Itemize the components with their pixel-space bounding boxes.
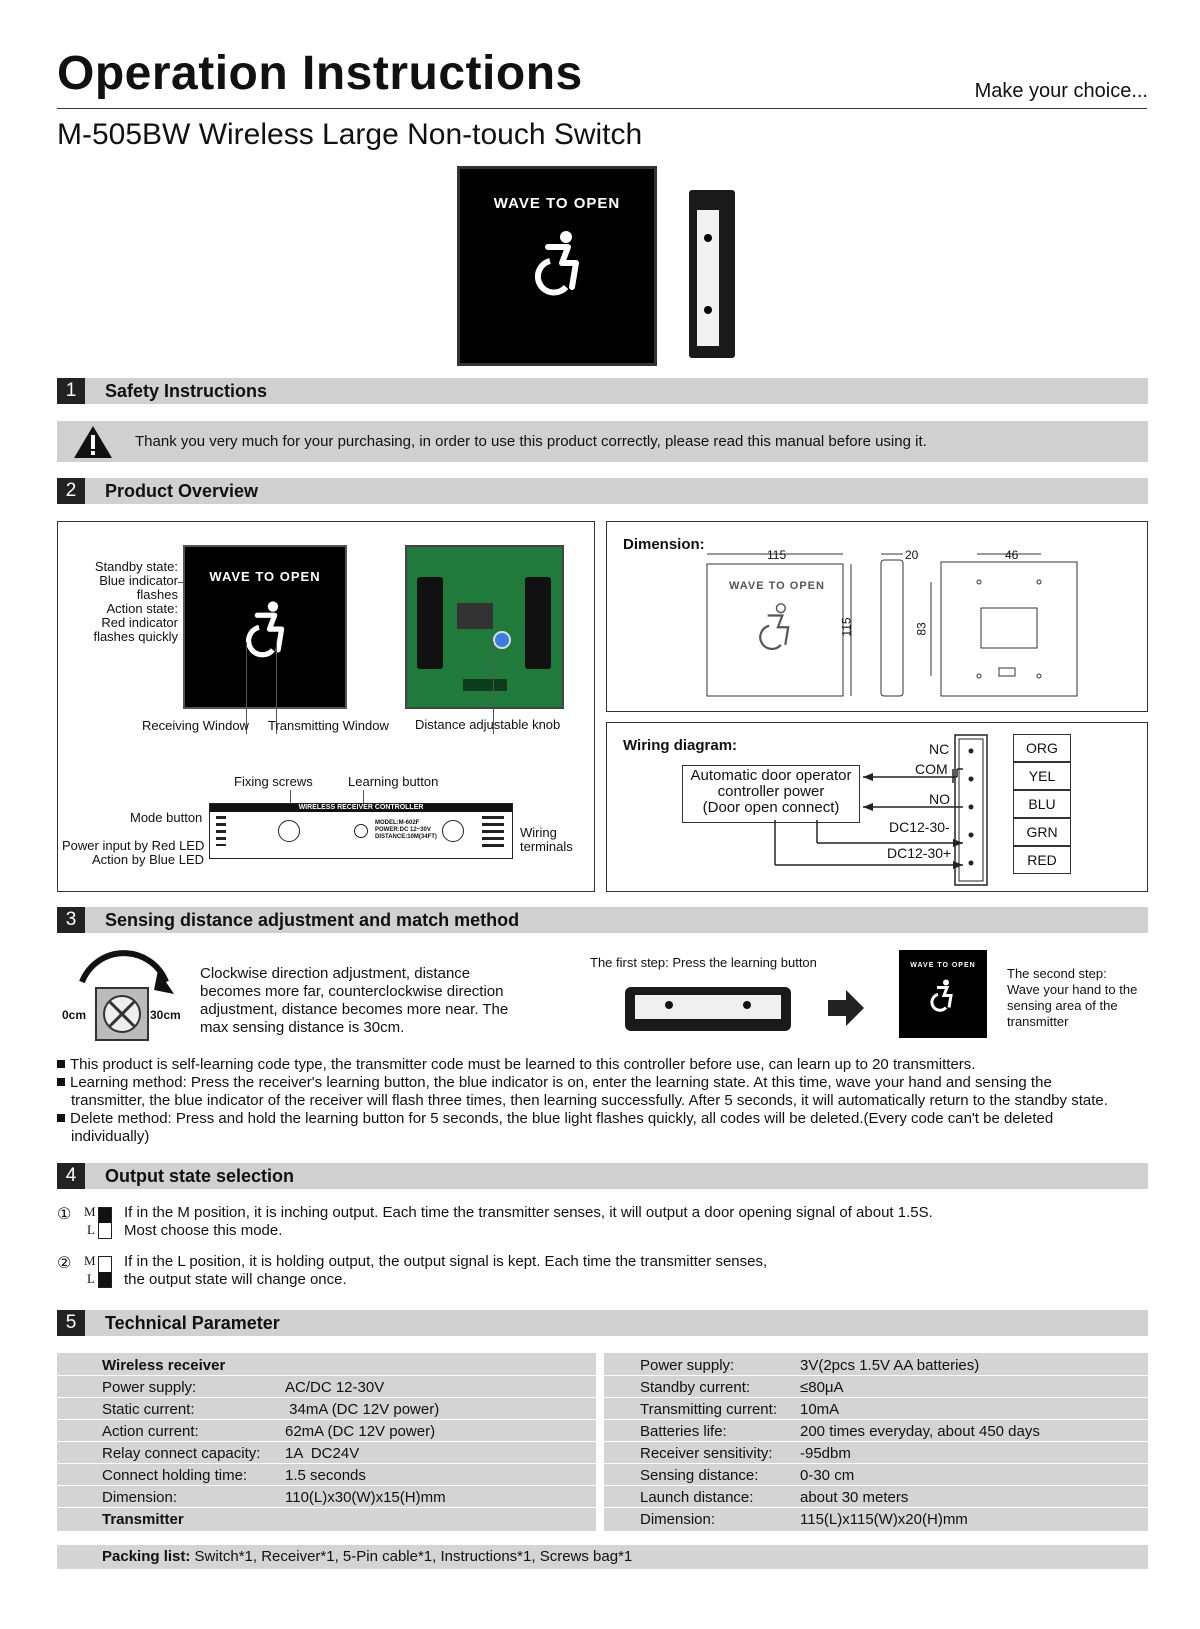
wiring-terminals-label	[520, 826, 573, 854]
step-wave-text: WAVE TO OPEN	[910, 962, 976, 969]
accessibility-icon	[528, 229, 588, 299]
description-line: becomes more far, counterclockwise direction	[200, 983, 504, 1000]
param-label: Standby current:	[640, 1379, 751, 1396]
safety-note-bar	[57, 421, 1148, 462]
output-line: If in the L position, it is holding output, the output signal is kept. Each time the transmitter senses,	[124, 1253, 768, 1270]
page-title: Operation Instructions	[57, 47, 583, 100]
second-step-line: sensing area of the	[1007, 998, 1118, 1013]
switch-front-image	[183, 545, 347, 709]
section-number: 1	[57, 378, 85, 404]
transmitting-window-label: Transmitting Window	[268, 718, 389, 733]
model-line: MODEL:M-602F	[375, 820, 420, 826]
bullet-text: Delete method: Press and hold the learning button for 5 seconds, the blue light flashes quickly, all codes will be deleted.(Every code can't be deleted	[70, 1110, 1054, 1127]
wire-color: YEL	[1013, 762, 1071, 790]
bullet-text: This product is self-learning code type, the transmitter code must be learned to this controller before use, can learn up to 20 transmitters.	[70, 1056, 976, 1073]
bullet-text: Learning method: Press the receiver's learning button, the blue indicator is on, enter the learning state. At this time, wave your hand and sensing the	[70, 1074, 1052, 1091]
state-line: flashes quickly	[93, 629, 178, 644]
terminal-label: NO	[929, 791, 950, 807]
param-value: 34mA (DC 12V power)	[285, 1401, 440, 1418]
dim-height-label: 115	[839, 617, 854, 637]
param-row	[57, 1421, 596, 1443]
section-bar-4	[57, 1163, 1148, 1189]
wire-color: GRN	[1013, 818, 1071, 846]
description-line: adjustment, distance becomes more near. The	[200, 1001, 509, 1018]
dim-width-label: 115	[767, 548, 787, 562]
param-label: Static current:	[102, 1401, 195, 1418]
param-label: Power supply:	[102, 1379, 197, 1396]
knob-rotation-icon	[70, 946, 180, 1046]
switch-m-label: M	[84, 1253, 96, 1268]
dimension-drawing	[607, 522, 1147, 711]
bullet-item	[57, 1056, 1147, 1074]
param-label: Batteries life:	[640, 1423, 727, 1440]
description-line: Clockwise direction adjustment, distance	[200, 965, 471, 982]
second-step-line: The second step:	[1007, 966, 1107, 981]
param-label: Power supply:	[640, 1357, 735, 1374]
action-led-label: Action by Blue LED	[92, 852, 205, 867]
state-line: Blue indicator	[99, 573, 178, 588]
output-description	[124, 1204, 933, 1240]
accessibility-icon	[240, 599, 292, 661]
model-line: POWER:DC 12~30V	[375, 827, 431, 833]
param-row	[57, 1465, 596, 1487]
section-title: Technical Parameter	[105, 1313, 280, 1333]
arrow-right-icon	[828, 990, 864, 1026]
param-row	[57, 1377, 596, 1399]
mode-button-label: Mode button	[130, 810, 203, 825]
param-value: -95dbm	[800, 1445, 851, 1462]
param-value: about 30 meters	[800, 1489, 909, 1506]
section-title: Sensing distance adjustment and match method	[105, 910, 520, 930]
output-marker: ②	[57, 1255, 72, 1272]
safety-note-text: Thank you very much for your purchasing, in order to use this product correctly, please read this manual before using it.	[135, 433, 927, 450]
wiring-terminals-line: terminals	[520, 839, 573, 854]
output-line: Most choose this mode.	[124, 1222, 283, 1239]
hero-wave-text: WAVE TO OPEN	[493, 195, 621, 212]
output-line: If in the M position, it is inching output. Each time the transmitter senses, it will output a door opening signal of about 1.5S.	[124, 1204, 933, 1221]
scale-max-label: 30cm	[150, 1008, 181, 1022]
second-step-label	[1007, 966, 1137, 1030]
wiring-terminals-line: Wiring	[520, 825, 557, 840]
description-line: max sensing distance is 30cm.	[200, 1019, 405, 1036]
param-row	[57, 1443, 596, 1465]
param-value: 1.5 seconds	[285, 1467, 366, 1484]
state-line: Action state:	[106, 601, 178, 616]
sensing-description	[200, 965, 508, 1037]
wire-color: ORG	[1013, 734, 1071, 762]
output-marker: ①	[57, 1206, 72, 1223]
section-number: 4	[57, 1163, 85, 1189]
section-bar-1	[57, 378, 1148, 404]
section-title: Safety Instructions	[105, 381, 268, 401]
section-bar-3	[57, 907, 1148, 933]
param-value: 1A DC24V	[285, 1445, 360, 1462]
receiver-model-text	[375, 820, 437, 841]
section-number: 5	[57, 1310, 85, 1336]
bullet-item	[57, 1074, 1147, 1109]
param-row	[604, 1487, 1148, 1509]
section-title: Output state selection	[105, 1166, 295, 1186]
dim-hole-h-label: 46	[1005, 548, 1019, 562]
terminal-label: COM	[915, 761, 948, 777]
bullet-text: individually)	[71, 1127, 150, 1145]
switch-l-label: L	[87, 1271, 95, 1286]
output-description	[124, 1253, 767, 1289]
state-line: flashes	[136, 587, 178, 602]
param-row	[57, 1355, 596, 1377]
param-label: Dimension:	[640, 1511, 716, 1528]
distance-knob-label: Distance adjustable knob	[415, 717, 561, 732]
param-value: AC/DC 12-30V	[285, 1379, 385, 1396]
dimension-box	[606, 521, 1148, 712]
packing-text: Switch*1, Receiver*1, 5-Pin cable*1, Instructions*1, Screws bag*1	[190, 1548, 633, 1565]
param-value: ≤80μA	[800, 1379, 844, 1396]
wire-color: BLU	[1013, 790, 1071, 818]
param-row	[604, 1443, 1148, 1465]
state-line: Standby state:	[94, 559, 178, 574]
param-label: Transmitter	[102, 1511, 184, 1528]
panel-wave-text: WAVE TO OPEN	[209, 569, 321, 584]
state-line: Red indicator	[101, 615, 178, 630]
state-description	[68, 560, 178, 644]
accessibility-outline-icon	[753, 602, 797, 654]
param-label: Dimension:	[102, 1489, 178, 1506]
receiver-header: WIRELESS RECEIVER CONTROLLER	[210, 804, 512, 812]
dim-depth-label: 20	[905, 548, 919, 562]
first-step-label: The first step: Press the learning button	[590, 955, 817, 970]
dim-hole-v-label: 83	[914, 622, 929, 636]
fixing-screws-label: Fixing screws	[234, 774, 313, 789]
operator-line: controller power	[717, 783, 825, 800]
warning-icon	[73, 425, 113, 459]
title-divider	[57, 108, 1147, 109]
section-bar-2	[57, 478, 1148, 504]
power-input-label: Power input by Red LED	[62, 838, 205, 853]
param-value: 0-30 cm	[800, 1467, 855, 1484]
product-subtitle: M-505BW Wireless Large Non-touch Switch	[57, 118, 643, 151]
receiver-step-image	[625, 987, 791, 1031]
output-line: the output state will change once.	[124, 1271, 347, 1288]
hero-switch-image	[457, 166, 657, 366]
param-label: Relay connect capacity:	[102, 1445, 261, 1462]
wire-color: RED	[1013, 846, 1071, 874]
param-label: Action current:	[102, 1423, 199, 1440]
param-value: 10mA	[800, 1401, 840, 1418]
packing-label: Packing list:	[102, 1548, 191, 1565]
param-label: Sensing distance:	[640, 1467, 759, 1484]
accessibility-icon	[927, 978, 957, 1014]
terminal-label: NC	[929, 741, 950, 757]
param-row	[604, 1377, 1148, 1399]
section-number: 3	[57, 907, 85, 933]
param-row	[604, 1465, 1148, 1487]
circuit-board-image	[405, 545, 564, 709]
param-row	[604, 1421, 1148, 1443]
dimension-heading: Dimension:	[623, 536, 705, 553]
param-row	[604, 1399, 1148, 1421]
learning-button-label: Learning button	[348, 774, 439, 789]
wiring-heading: Wiring diagram:	[623, 737, 738, 754]
scale-min-label: 0cm	[62, 1008, 87, 1022]
dip-switch-m-on	[98, 1207, 112, 1239]
packing-list-bar	[57, 1545, 1148, 1569]
param-value: 110(L)x30(W)x15(H)mm	[285, 1489, 446, 1506]
second-step-line: Wave your hand to the	[1007, 982, 1138, 997]
section-bar-5	[57, 1310, 1148, 1336]
param-label: Wireless receiver	[102, 1357, 226, 1374]
overview-box	[57, 521, 595, 892]
bullet-item	[57, 1110, 1147, 1145]
dim-panel-wave-text: WAVE TO OPEN	[729, 580, 825, 592]
param-label: Connect holding time:	[102, 1467, 248, 1484]
dip-switch-l-on	[98, 1256, 112, 1288]
param-row	[604, 1509, 1148, 1531]
param-value: 200 times everyday, about 450 days	[800, 1423, 1040, 1440]
param-label: Transmitting current:	[640, 1401, 777, 1418]
operator-line: Automatic door operator	[690, 767, 852, 784]
param-row	[57, 1487, 596, 1509]
param-value: 3V(2pcs 1.5V AA batteries)	[800, 1357, 980, 1374]
bullet-text: transmitter, the blue indicator of the receiver will flash three times, then learning successfully. After 5 seconds, it will automatically return to the standby state.	[71, 1091, 1108, 1109]
terminal-label: DC12-30-	[889, 819, 950, 835]
section-title: Product Overview	[105, 481, 259, 501]
param-row	[604, 1355, 1148, 1377]
param-row	[57, 1509, 596, 1531]
switch-m-label: M	[84, 1204, 96, 1219]
param-row	[57, 1399, 596, 1421]
operator-line: (Door open connect)	[702, 799, 840, 816]
model-line: DISTANCE:10M(34FT)	[375, 834, 437, 840]
terminal-label: DC12-30+	[887, 845, 952, 861]
switch-l-label: L	[87, 1222, 95, 1237]
receiving-window-label: Receiving Window	[142, 718, 249, 733]
param-label: Receiver sensitivity:	[640, 1445, 773, 1462]
section-number: 2	[57, 478, 85, 504]
receiver-drawing	[209, 803, 513, 859]
param-label: Launch distance:	[640, 1489, 754, 1506]
switch-step-image	[899, 950, 987, 1038]
hero-receiver-image	[689, 190, 735, 358]
second-step-line: transmitter	[1007, 1014, 1069, 1029]
tagline: Make your choice...	[974, 80, 1148, 102]
param-value: 115(L)x115(W)x20(H)mm	[800, 1511, 968, 1528]
param-value: 62mA (DC 12V power)	[285, 1423, 436, 1440]
